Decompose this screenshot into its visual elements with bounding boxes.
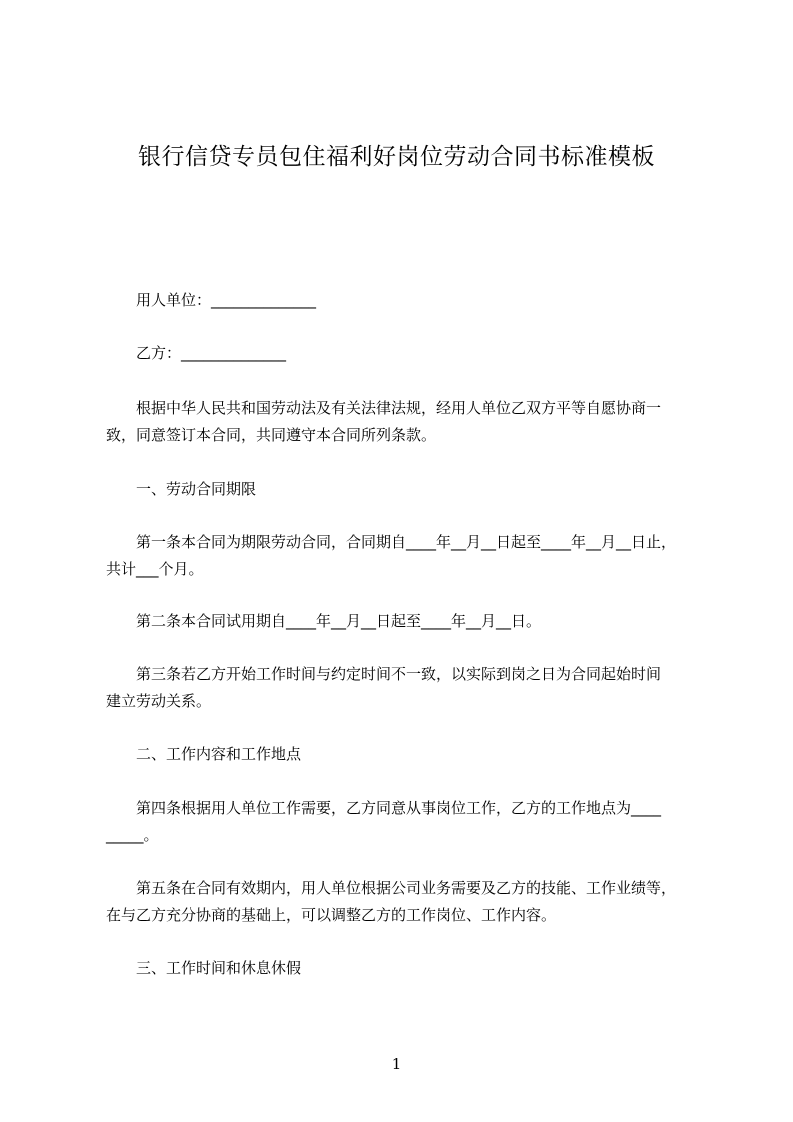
article-5-line-1: 第五条在合同有效期内，用人单位根据公司业务需要及乙方的技能、工作业绩等，	[136, 879, 677, 897]
article-5-line-2: 在与乙方充分协商的基础上，可以调整乙方的工作岗位、工作内容。	[106, 906, 557, 924]
article-3-line-1: 第三条若乙方开始工作时间与约定时间不一致，以实际到岗之日为合同起始时间	[136, 665, 662, 683]
employer-field: 用人单位：______________	[136, 291, 317, 309]
party-b-field: 乙方：______________	[136, 344, 287, 362]
section-2-heading: 二、工作内容和工作地点	[136, 745, 302, 763]
document-title: 银行信贷专员包住福利好岗位劳动合同书标准模板	[138, 144, 655, 170]
page-number: 1	[391, 1055, 402, 1073]
article-4-line-1: 第四条根据用人单位工作需要，乙方同意从事岗位工作，乙方的工作地点为____	[136, 799, 662, 817]
article-3-line-2: 建立劳动关系。	[106, 692, 212, 710]
article-2-line-1: 第二条本合同试用期自____年__月__日起至____年__月__日。	[136, 612, 542, 630]
article-4-line-2: _____。	[106, 826, 159, 844]
section-3-heading: 三、工作时间和休息休假	[136, 959, 302, 977]
article-1-line-2: 共计___个月。	[106, 560, 204, 578]
preamble-line-2: 致，同意签订本合同，共同遵守本合同所列条款。	[106, 426, 437, 444]
preamble-line-1: 根据中华人民共和国劳动法及有关法律法规，经用人单位乙双方平等自愿协商一	[136, 399, 662, 417]
section-1-heading: 一、劳动合同期限	[136, 480, 257, 498]
article-1-line-1: 第一条本合同为期限劳动合同，合同期自____年__月__日起至____年__月__日止，	[136, 533, 677, 551]
